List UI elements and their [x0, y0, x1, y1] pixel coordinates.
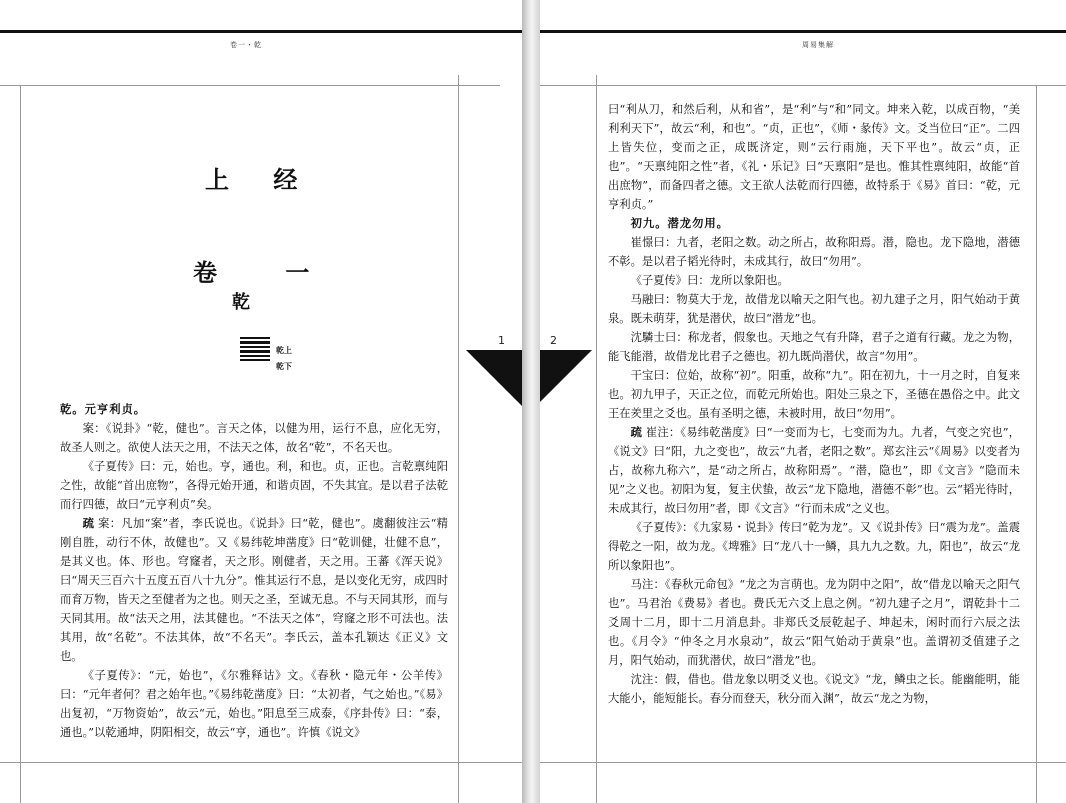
paragraph-text: 马融曰：物莫大于龙，故借龙以喻天之阳气也。初九建子之月，阳气始动于黄泉。既未萌芽，犹是潜伏，故曰“潜龙”也。 [608, 293, 1020, 325]
paragraph [60, 666, 448, 742]
paragraph-text: 案：《说卦》“乾，健也”。言天之体，以健为用，运行不息，应化无穷，故圣人则之。欲使人法天之用，不法天之体，故名“乾”，不名天也。 [60, 422, 448, 454]
qian-hexagram-icon [240, 337, 270, 363]
running-header: 周易集解 [802, 41, 834, 49]
paragraph-text: 崔注：《易纬乾凿度》曰“一变而为七，七变而为九。九者，气变之究也”，《说文》曰“阳，九之变也”，故云“九者，老阳之数”。郑玄注云“《周易》以变者为占，故称九称六”，是“动之所占，故称阳焉”。“潜，隐也”，即《文言》“隐而未见”之义也。初阳为复，复主伏蛰，故云“龙下隐地，潜德不彰”也。云“韬光待时，未成其行，故曰勿用”者，即《文言》“行而未成”之义也。 [608, 426, 1020, 515]
frame-line [540, 85, 1066, 86]
paragraph [608, 366, 1020, 423]
header-rule [540, 30, 1066, 33]
paragraph-text: 马注：《春秋元命包》“龙之为言萌也。龙为阴中之阳”，故“借龙以喻天之阳气也”。马君治《费易》者也。费氏无六爻上息之例。“初九建子之月”，谓乾卦十二爻周十二月，即十二月消息卦。非郑氏爻辰乾起子、坤起未，闲时而行六辰之法也。《月令》“仲冬之月水泉动”，故云“阳气始动于黄泉”也。盖谓初爻值建子之月，阳气始动，而犹潜伏，故曰“潜龙”也。 [608, 578, 1020, 667]
paragraph-text: 乾。元亨利贞。 [60, 402, 147, 416]
frame-line [458, 75, 459, 803]
paragraph [60, 400, 448, 419]
trigram-upper: 乾上 [276, 345, 292, 355]
paragraph-text: 案：凡加“案”者，李氏说也。《说卦》曰“乾，健也”。虞翻彼注云“精刚自胜，动行不休，故健也”。又《易纬乾坤凿度》曰“乾训健，壮健不息”，是其义也。体、形也。穹窿者，天之形。刚健者，天之用。王蕃《浑天说》曰“周天三百六十五度五百八十九分”。惟其运行不息，是以变化无穷，成四时而育万物，皆天之至健者为之也。则天之圣，至诚无息。不与天同其形，而与天同其用。故“法天之用，法其健也。“不法天之体”，穹窿之形不可法也。法其用，故“名乾”。不法其体，故“不名天”。李氏云，盖本孔颖达《正义》文也。 [60, 517, 448, 663]
paragraph [60, 419, 448, 457]
trigram-lower: 乾下 [276, 361, 292, 371]
trigram-labels [276, 342, 292, 374]
paragraph [608, 423, 1020, 518]
page-number: 1 [498, 334, 505, 347]
paragraph-text: 《子夏传》：《九家易・说卦》传曰“乾为龙”。又《说卦传》曰“震为龙”。盖震得乾之一阳，故为龙。《埤雅》曰“龙八十一鳞，具九九之数。九，阳也”，故云“龙所以象阳也”。 [608, 521, 1020, 572]
paragraph [608, 271, 1020, 290]
hexagram-name: 乾 [232, 292, 250, 313]
paragraph-text: 《子夏传》曰：元，始也。亨，通也。利，和也。贞，正也。言乾禀纯阳之性，故能“首出庶物”，各得元始开通，和谐贞固，不失其宜。是以君子法乾而行四德，故曰“元亨利贞”矣。 [60, 460, 448, 511]
paragraph [608, 100, 1020, 214]
paragraph-text: 干宝曰：位始，故称“初”。阳重，故称“九”。阳在初九，十一月之时，自复来也。初九甲子，天正之位，而乾元所始也。阳处三泉之下，圣德在愚俗之中。此文王在羑里之爻也。虽有圣明之德，未被时用，故曰“勿用”。 [608, 369, 1020, 420]
frame-line [540, 762, 1066, 763]
frame-line [20, 85, 21, 803]
part-title: 上 经 [205, 165, 316, 194]
paragraph-text: 崔憬曰：九者，老阳之数。动之所占，故称阳焉。潜，隐也。龙下隐地，潜德不彰。是以君子韬光待时，未成其行，故曰“勿用”。 [608, 236, 1020, 268]
paragraph-text: 沈注：假，借也。借龙象以明爻义也。《说文》“龙，鳞虫之长。能幽能明，能大能小，能短能长。春分而登天，秋分而入渊”，故云“龙之为物， [608, 673, 1020, 705]
left-body-text [60, 400, 448, 742]
paragraph-text: 《子夏传》：“元，始也”，《尔雅释诂》文。《春秋・隐元年・公羊传》曰：“元年者何？君之始年也。”《易纬乾凿度》曰：“太初者，气之始也。”《易》出复初，“万物资始”，故云“元，始也。”阳息至三成泰，《序卦传》曰：“泰，通也。”以乾通坤，阴阳相交，故云“亨，通也”。许慎《说文》 [60, 669, 448, 739]
paragraph [608, 518, 1020, 575]
paragraph [60, 457, 448, 514]
paragraph [608, 290, 1020, 328]
left-page [0, 0, 522, 803]
frame-line [0, 85, 500, 86]
running-header: 卷一・乾 [230, 41, 262, 49]
frame-line [0, 762, 522, 763]
paragraph-text: 《子夏传》曰：龙所以象阳也。 [630, 274, 789, 287]
paragraph [608, 328, 1020, 366]
commentary-marker: 疏 [82, 516, 95, 530]
commentary-marker: 疏 [630, 425, 643, 439]
page-turn-icon[interactable] [540, 350, 592, 402]
volume-title: 卷 一 [193, 258, 340, 287]
paragraph-text: 曰“利从刀，和然后利，从和省”，是“利”与“和”同文。坤来入乾，以成百物，“美利利天下”，故云“利，和也”。“贞，正也”，《师・彖传》文。爻当位曰“正”。二四上皆失位，变而之正，成既济定，则“云行雨施，天下平也”。故云“贞，正也”。“天禀纯阳之性”者，《礼・乐记》曰“天禀阳”是也。惟其性禀纯阳，故能“首出庶物”，而备四者之德。文王欲人法乾而行四德，故特系于《易》首曰：“乾，元亨利贞。” [608, 103, 1020, 211]
header-rule [0, 30, 522, 33]
frame-line [596, 75, 597, 803]
paragraph [608, 575, 1020, 670]
paragraph-text: 初九。潜龙勿用。 [630, 216, 729, 230]
frame-line [1036, 85, 1037, 803]
right-body-text [608, 100, 1020, 708]
paragraph [608, 233, 1020, 271]
paragraph [60, 514, 448, 666]
page-number: 2 [550, 334, 557, 347]
paragraph [608, 214, 1020, 233]
page-turn-icon[interactable] [466, 350, 522, 406]
book-spine [522, 0, 540, 803]
paragraph-text: 沈驎士曰：称龙者，假象也。天地之气有升降，君子之道有行藏。龙之为物，能飞能潜，故借龙比君子之德也。初九既尚潜伏，故言“勿用”。 [608, 331, 1020, 363]
paragraph [608, 670, 1020, 708]
